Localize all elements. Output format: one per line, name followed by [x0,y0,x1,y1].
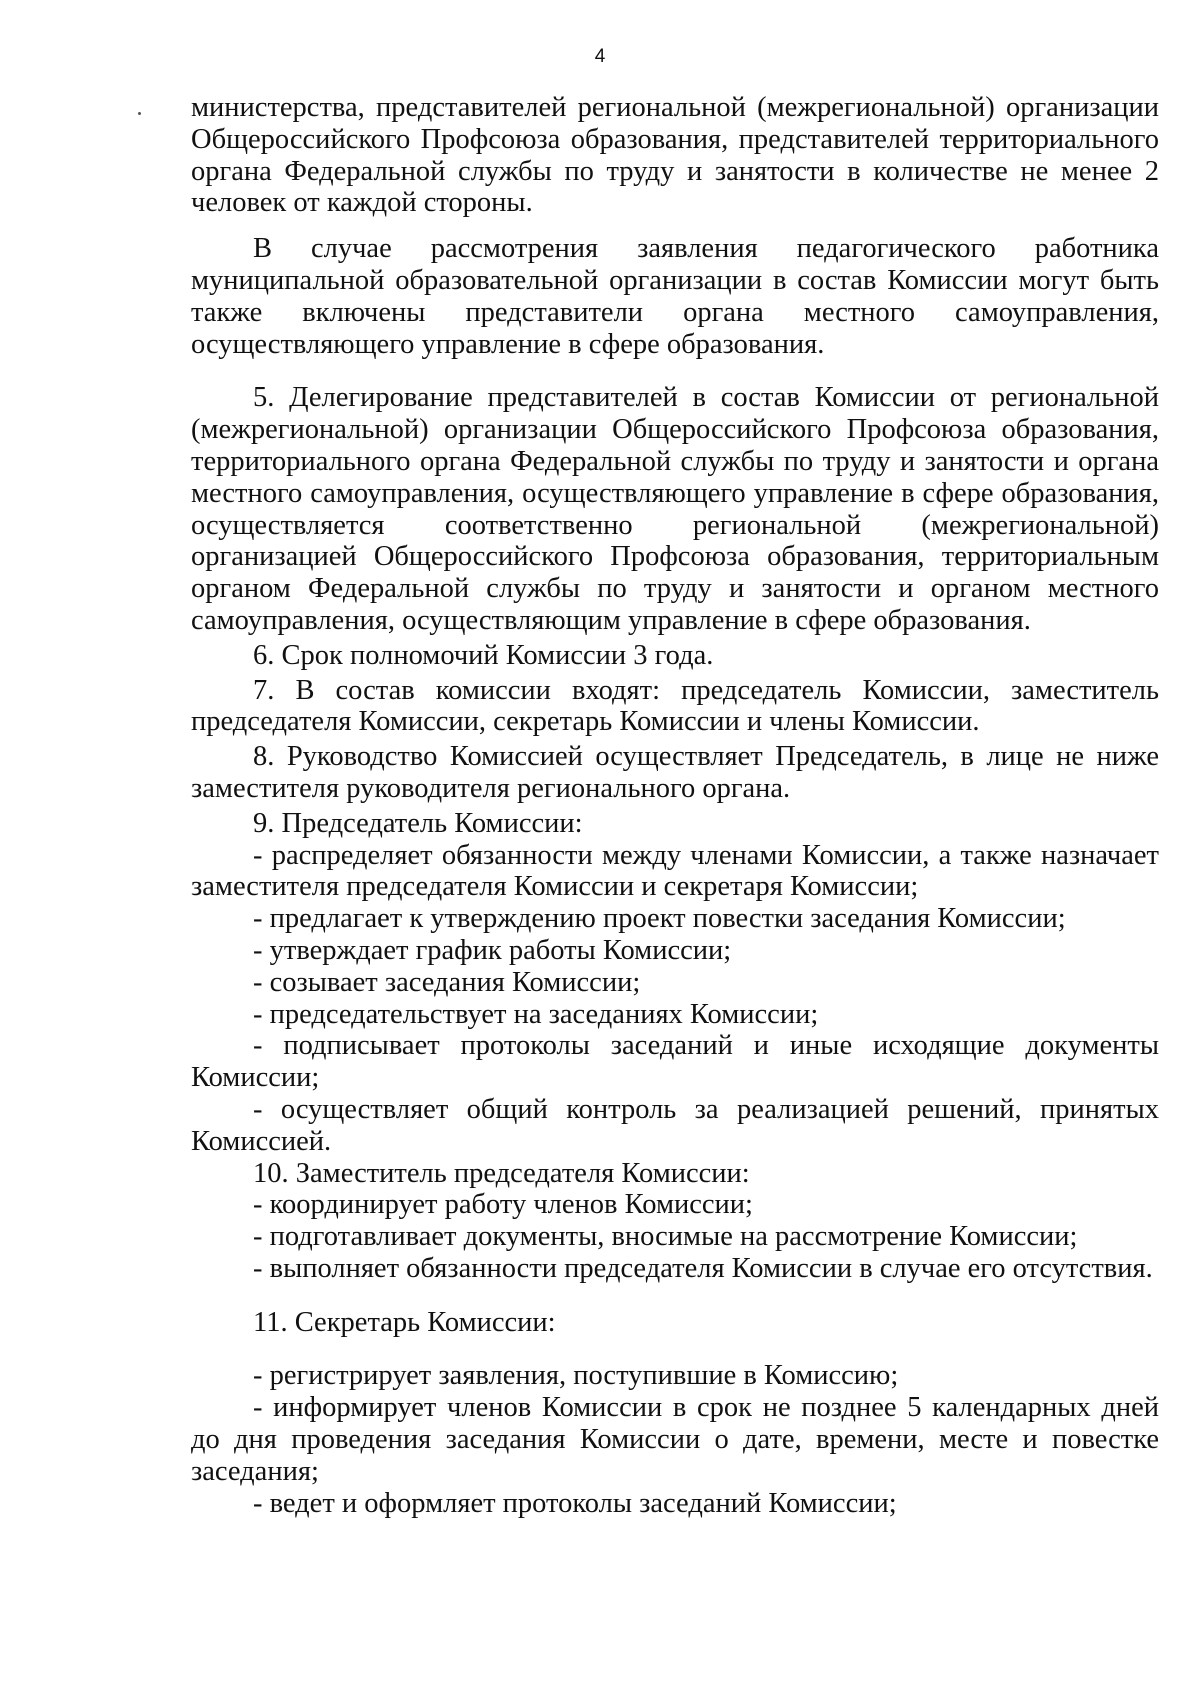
paragraph: 6. Срок полномочий Комиссии 3 года. [253,639,714,671]
paragraph: В случае рассмотрения заявления педагогического работника муниципальной образовательной организации в состав Комиссии могут быть также включены представители органа местного самоуправления, осуществляющего управление в сфере образования. [191,233,1159,360]
document-body [191,92,1159,1519]
list-item: - утверждает график работы Комиссии; [253,934,732,966]
list-item: - ведет и оформляет протоколы заседаний Комиссии; [253,1487,897,1519]
list-item: - председательствует на заседаниях Комиссии; [253,998,819,1030]
list-item: - распределяет обязанности между членами Комиссии, а также назначает заместителя председателя Комиссии и секретаря Комиссии; [191,839,1159,903]
page-number: 4 [594,46,606,67]
list-item: - осуществляет общий контроль за реализацией решений, принятых Комиссией. [191,1093,1159,1157]
paragraph: 11. Секретарь Комиссии: [253,1306,556,1338]
paragraph: 5. Делегирование представителей в состав Комиссии от региональной (межрегиональной) организации Общероссийского Профсоюза образования, территориального органа Федеральной службы по труду и занятости и органа местного самоуправления, осуществляющего управление в сфере образования, осуществляется соответственно региональной (межрегиональной) организацией Общероссийского Профсоюза образования, территориальным органом Федеральной службы по труду и занятости и органом местного самоуправления, осуществляющим управление в сфере образования. [191,382,1159,636]
list-item: - регистрирует заявления, поступившие в Комиссию; [253,1360,899,1392]
list-item: - выполняет обязанности председателя Комиссии в случае его отсутствия. [253,1252,1153,1284]
paragraph: 8. Руководство Комиссией осуществляет Председатель, в лице не ниже заместителя руководителя регионального органа. [191,741,1159,804]
list-item: - подписывает протоколы заседаний и иные исходящие документы Комиссии; [191,1030,1159,1094]
scan-speck [138,112,141,115]
list-item: - подготавливает документы, вносимые на рассмотрение Комиссии; [253,1221,1078,1253]
paragraph: 7. В состав комиссии входят: председатель Комиссии, заместитель председателя Комиссии, секретарь Комиссии и члены Комиссии. [191,674,1159,738]
list-item: - созывает заседания Комиссии; [253,966,641,998]
paragraph: 9. Председатель Комиссии: [253,807,583,839]
list-item: - предлагает к утверждению проект повестки заседания Комиссии; [253,903,1066,935]
paragraph: министерства, представителей региональной (межрегиональной) организации Общероссийского Профсоюза образования, представителей территориального органа Федеральной службы по труду и занятости в количестве не менее 2 человек от каждой стороны. [191,92,1159,219]
paragraph: 10. Заместитель председателя Комиссии: [253,1157,750,1189]
list-item: - информирует членов Комиссии в срок не позднее 5 календарных дней до дня проведения заседания Комиссии о дате, времени, месте и повестке заседания; [191,1392,1159,1487]
list-item: - координирует работу членов Комиссии; [253,1189,753,1221]
